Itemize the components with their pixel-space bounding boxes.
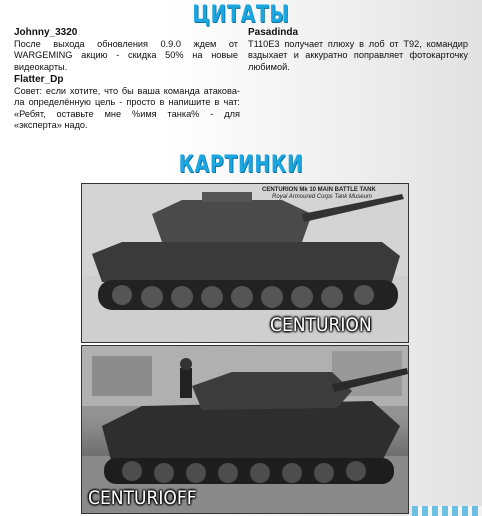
quote-text: T110E3 получает плюху в лоб от T92, командир вздыхает и аккуратно поправляет фотокарточку любимой.: [248, 39, 468, 72]
pictures-heading: КАРТИНКИ: [178, 150, 304, 178]
quote-text: Совет: если хотите, что бы ваша команда атакова-ла определённую цель - просто в напишите в чат: «Ребят, оставьте мне %имя танка% - для «эксперта» надо.: [14, 86, 240, 130]
quote-pasadinda: [248, 27, 468, 73]
quote-author: Flatter_Dp: [14, 74, 64, 85]
quote-author: Pasadinda: [248, 27, 299, 38]
decorative-corner-stripes: [412, 506, 482, 516]
photo-caption-subtitle: Royal Armoured Corps Tank Museum: [272, 194, 372, 200]
centurioff-photo: [81, 345, 409, 514]
photo-caption-title: CENTURION Mk 10 MAIN BATTLE TANK: [262, 187, 376, 193]
centurion-photo: [81, 183, 409, 343]
quote-text: После выхода обновления 0.9.0 ждем от WARGEMING акцию - скидка 50% на новые видеокарты.: [14, 39, 238, 72]
centurioff-label: CENTURIOFF: [88, 487, 197, 509]
quote-author: Johnny_3320: [14, 27, 78, 38]
quote-johnny: [14, 27, 238, 73]
quote-flatter: [14, 74, 240, 131]
quotes-heading: ЦИТАТЫ: [192, 0, 290, 28]
centurion-label: CENTURION: [270, 314, 372, 336]
